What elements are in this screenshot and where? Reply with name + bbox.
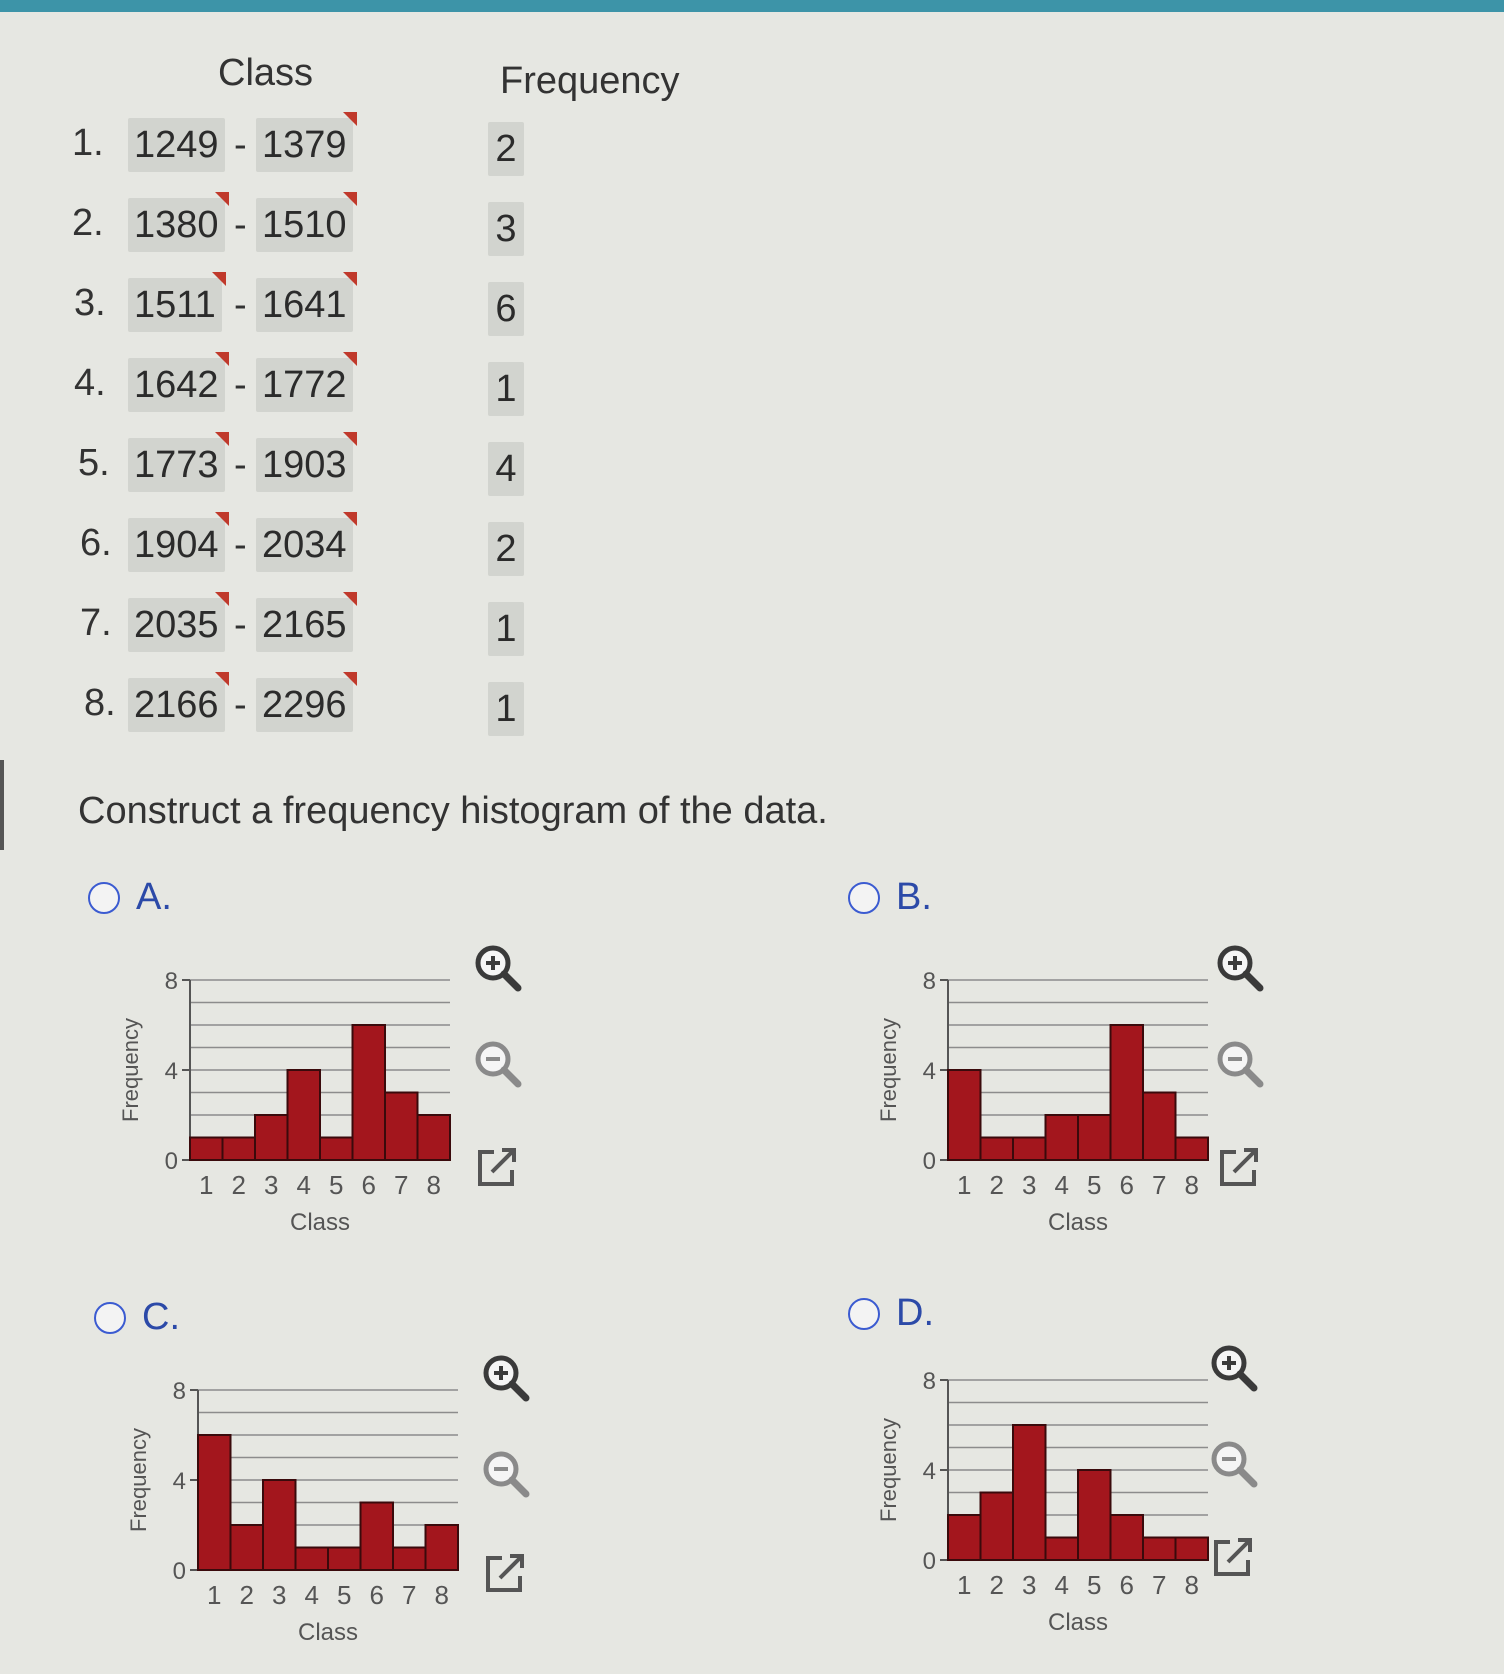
y-tick-label: 8 [164, 968, 178, 995]
x-tick-label: 6 [369, 1580, 384, 1610]
class-lower-limit-text: 1511 [134, 284, 216, 326]
flag-marker-icon [343, 112, 357, 126]
option-a-zoom-out-button[interactable] [470, 1036, 526, 1092]
y-axis-label: Frequency [118, 1018, 143, 1122]
histogram-bar [1046, 1538, 1079, 1561]
flag-marker-icon [343, 352, 357, 366]
y-tick-label: 0 [922, 1548, 936, 1575]
open-external-icon [470, 1140, 526, 1196]
zoom-out-icon [478, 1446, 534, 1502]
x-tick-label: 5 [329, 1170, 344, 1200]
histogram-bar [981, 1138, 1014, 1161]
option-c-radio[interactable] [94, 1302, 126, 1334]
flag-marker-icon [343, 272, 357, 286]
flag-marker-icon [215, 192, 229, 206]
frequency-header: Frequency [500, 60, 680, 102]
class-upper-limit-text: 1772 [262, 364, 347, 406]
histogram-bar [223, 1138, 256, 1161]
class-lower-limit-text: 1773 [134, 444, 219, 486]
histogram-svg [118, 1378, 478, 1646]
frequency-cell: 2 [488, 522, 524, 576]
x-tick-label: 6 [1119, 1570, 1134, 1600]
histogram-bar [1143, 1538, 1176, 1561]
zoom-in-icon [1206, 1340, 1262, 1396]
x-tick-label: 3 [1022, 1570, 1037, 1600]
x-axis-label: Class [1047, 1209, 1109, 1236]
open-external-icon [1206, 1530, 1262, 1586]
x-tick-label: 2 [239, 1580, 254, 1610]
option-c-zoom-out-button[interactable] [478, 1446, 534, 1502]
histogram-bar [393, 1548, 426, 1571]
option-d-zoom-in-button[interactable] [1206, 1340, 1262, 1396]
histogram-bar [1013, 1425, 1046, 1560]
class-upper-limit-text: 2296 [262, 684, 347, 726]
histogram-bar [981, 1493, 1014, 1561]
histogram-bar [190, 1138, 223, 1161]
x-tick-label: 6 [1119, 1170, 1134, 1200]
range-dash: - [234, 124, 247, 166]
option-a-zoom-in-button[interactable] [470, 940, 526, 996]
x-tick-label: 5 [1087, 1570, 1102, 1600]
y-axis-label: Frequency [876, 1418, 901, 1522]
x-tick-label: 1 [957, 1570, 972, 1600]
flag-marker-icon [215, 432, 229, 446]
class-header: Class [218, 52, 314, 94]
class-upper-limit-text: 1510 [262, 204, 347, 246]
x-tick-label: 2 [989, 1170, 1004, 1200]
histogram-svg [110, 968, 470, 1236]
histogram-bar [288, 1070, 321, 1160]
histogram-bar [296, 1548, 329, 1571]
x-tick-label: 7 [402, 1580, 417, 1610]
histogram-svg [868, 968, 1228, 1236]
class-upper-limit-cell[interactable] [256, 118, 353, 172]
class-lower-limit-cell[interactable] [128, 278, 222, 332]
row-number: 3. [74, 282, 106, 324]
histogram-d [868, 1370, 1228, 1635]
range-dash: - [234, 444, 247, 486]
frequency-cell: 6 [488, 282, 524, 336]
y-axis-label: Frequency [876, 1018, 901, 1122]
class-lower-limit-text: 2035 [134, 604, 219, 646]
x-tick-label: 3 [272, 1580, 287, 1610]
zoom-in-icon [478, 1350, 534, 1406]
histogram-c [118, 1380, 478, 1645]
class-lower-limit-cell[interactable] [128, 118, 225, 172]
frequency-cell: 1 [488, 602, 524, 656]
option-d[interactable] [848, 1292, 934, 1335]
option-b-zoom-in-button[interactable] [1212, 940, 1268, 996]
frequency-cell: 2 [488, 122, 524, 176]
x-tick-label: 1 [207, 1580, 222, 1610]
option-d-zoom-out-button[interactable] [1206, 1436, 1262, 1492]
x-tick-label: 2 [231, 1170, 246, 1200]
option-c-open-chart-button[interactable] [478, 1546, 534, 1602]
x-tick-label: 8 [1184, 1570, 1199, 1600]
zoom-in-icon [470, 940, 526, 996]
x-tick-label: 7 [1152, 1170, 1167, 1200]
histogram-bar [1176, 1138, 1209, 1161]
class-lower-limit-cell[interactable] [128, 518, 225, 572]
x-tick-label: 4 [1054, 1170, 1069, 1200]
open-external-icon [1212, 1140, 1268, 1196]
y-axis-label: Frequency [126, 1428, 151, 1532]
x-tick-label: 2 [989, 1570, 1004, 1600]
class-upper-limit-text: 1903 [262, 444, 347, 486]
row-number: 8. [84, 682, 116, 724]
x-axis-label: Class [297, 1619, 359, 1646]
x-tick-label: 7 [1152, 1570, 1167, 1600]
frequency-cell: 1 [488, 682, 524, 736]
x-tick-label: 7 [394, 1170, 409, 1200]
y-tick-label: 4 [922, 1458, 936, 1485]
row-number: 2. [72, 202, 104, 244]
y-tick-label: 0 [922, 1148, 936, 1175]
flag-marker-icon [343, 592, 357, 606]
y-tick-label: 0 [172, 1558, 186, 1585]
flag-marker-icon [343, 512, 357, 526]
histogram-bar [1013, 1138, 1046, 1161]
option-d-open-chart-button[interactable] [1206, 1530, 1262, 1586]
option-c-label: C. [142, 1296, 180, 1338]
row-number: 1. [72, 122, 104, 164]
zoom-out-icon [470, 1036, 526, 1092]
class-upper-limit-text: 2165 [262, 604, 347, 646]
option-c-zoom-in-button[interactable] [478, 1350, 534, 1406]
y-tick-label: 0 [164, 1148, 178, 1175]
histogram-bar [948, 1515, 981, 1560]
class-lower-limit-cell[interactable] [128, 438, 225, 492]
histogram-svg [868, 1368, 1228, 1636]
flag-marker-icon [343, 432, 357, 446]
class-upper-limit-text: 1641 [262, 284, 347, 326]
x-tick-label: 8 [426, 1170, 441, 1200]
class-lower-limit-cell[interactable] [128, 678, 225, 732]
zoom-out-icon [1206, 1436, 1262, 1492]
class-lower-limit-text: 1904 [134, 524, 219, 566]
flag-marker-icon [343, 672, 357, 686]
range-dash: - [234, 684, 247, 726]
x-tick-label: 6 [361, 1170, 376, 1200]
x-tick-label: 8 [1184, 1170, 1199, 1200]
class-upper-limit-cell[interactable] [256, 278, 353, 332]
x-tick-label: 4 [304, 1580, 319, 1610]
histogram-b [868, 970, 1228, 1235]
x-axis-label: Class [1047, 1609, 1109, 1636]
histogram-bar [263, 1480, 296, 1570]
histogram-bar [255, 1115, 288, 1160]
open-external-icon [478, 1546, 534, 1602]
option-b[interactable] [848, 876, 932, 919]
x-axis-label: Class [289, 1209, 351, 1236]
class-upper-limit-text: 1379 [262, 124, 347, 166]
option-b-open-chart-button[interactable] [1212, 1140, 1268, 1196]
option-b-label: B. [896, 876, 932, 918]
flag-marker-icon [343, 192, 357, 206]
flag-marker-icon [215, 512, 229, 526]
x-tick-label: 8 [434, 1580, 449, 1610]
option-d-radio[interactable] [848, 1298, 880, 1330]
option-b-zoom-out-button[interactable] [1212, 1036, 1268, 1092]
left-edge-line [0, 760, 4, 850]
histogram-bar [1111, 1515, 1144, 1560]
x-tick-label: 5 [1087, 1170, 1102, 1200]
flag-marker-icon [212, 272, 226, 286]
y-tick-label: 4 [922, 1058, 936, 1085]
range-dash: - [234, 604, 247, 646]
range-dash: - [234, 524, 247, 566]
histogram-bar [385, 1093, 418, 1161]
class-upper-limit-cell[interactable] [256, 198, 353, 252]
option-a-open-chart-button[interactable] [470, 1140, 526, 1196]
frequency-cell: 4 [488, 442, 524, 496]
x-tick-label: 4 [296, 1170, 311, 1200]
row-number: 7. [80, 602, 112, 644]
y-tick-label: 8 [922, 968, 936, 995]
flag-marker-icon [215, 672, 229, 686]
x-tick-label: 3 [1022, 1170, 1037, 1200]
x-tick-label: 1 [957, 1170, 972, 1200]
class-upper-limit-cell[interactable] [256, 358, 353, 412]
histogram-bar [1078, 1470, 1111, 1560]
class-lower-limit-cell[interactable] [128, 358, 225, 412]
histogram-bar [1111, 1025, 1144, 1160]
class-lower-limit-text: 1249 [134, 124, 219, 166]
histogram-bar [198, 1435, 231, 1570]
y-tick-label: 4 [172, 1468, 186, 1495]
flag-marker-icon [215, 592, 229, 606]
option-a[interactable] [88, 876, 172, 919]
class-upper-limit-cell[interactable] [256, 438, 353, 492]
class-upper-limit-text: 2034 [262, 524, 347, 566]
histogram-bar [948, 1070, 981, 1160]
class-lower-limit-text: 1642 [134, 364, 219, 406]
histogram-bar [328, 1548, 361, 1571]
flag-marker-icon [215, 352, 229, 366]
option-d-label: D. [896, 1292, 934, 1334]
question-prompt: Construct a frequency histogram of the data. [78, 790, 828, 832]
option-a-label: A. [136, 876, 172, 918]
x-tick-label: 3 [264, 1170, 279, 1200]
zoom-in-icon [1212, 940, 1268, 996]
class-upper-limit-cell[interactable] [256, 678, 353, 732]
frequency-cell: 3 [488, 202, 524, 256]
histogram-bar [361, 1503, 394, 1571]
range-dash: - [234, 204, 247, 246]
histogram-bar [418, 1115, 451, 1160]
row-number: 5. [78, 442, 110, 484]
histogram-bar [320, 1138, 353, 1161]
top-bar [0, 0, 1504, 12]
class-lower-limit-text: 2166 [134, 684, 219, 726]
option-a-radio[interactable] [88, 882, 120, 914]
class-upper-limit-cell[interactable] [256, 598, 353, 652]
range-dash: - [234, 284, 247, 326]
y-tick-label: 8 [922, 1368, 936, 1395]
range-dash: - [234, 364, 247, 406]
class-lower-limit-text: 1380 [134, 204, 219, 246]
histogram-bar [1143, 1093, 1176, 1161]
frequency-cell: 1 [488, 362, 524, 416]
option-b-radio[interactable] [848, 882, 880, 914]
class-lower-limit-cell[interactable] [128, 198, 225, 252]
zoom-out-icon [1212, 1036, 1268, 1092]
histogram-bar [231, 1525, 264, 1570]
option-c[interactable] [94, 1296, 180, 1339]
row-number: 6. [80, 522, 112, 564]
histogram-bar [1078, 1115, 1111, 1160]
histogram-bar [353, 1025, 386, 1160]
row-number: 4. [74, 362, 106, 404]
x-tick-label: 4 [1054, 1570, 1069, 1600]
x-tick-label: 5 [337, 1580, 352, 1610]
y-tick-label: 4 [164, 1058, 178, 1085]
histogram-bar [1046, 1115, 1079, 1160]
x-tick-label: 1 [199, 1170, 214, 1200]
y-tick-label: 8 [172, 1378, 186, 1405]
histogram-bar [426, 1525, 459, 1570]
histogram-bar [1176, 1538, 1209, 1561]
class-lower-limit-cell[interactable] [128, 598, 225, 652]
class-upper-limit-cell[interactable] [256, 518, 353, 572]
histogram-a [110, 970, 470, 1235]
